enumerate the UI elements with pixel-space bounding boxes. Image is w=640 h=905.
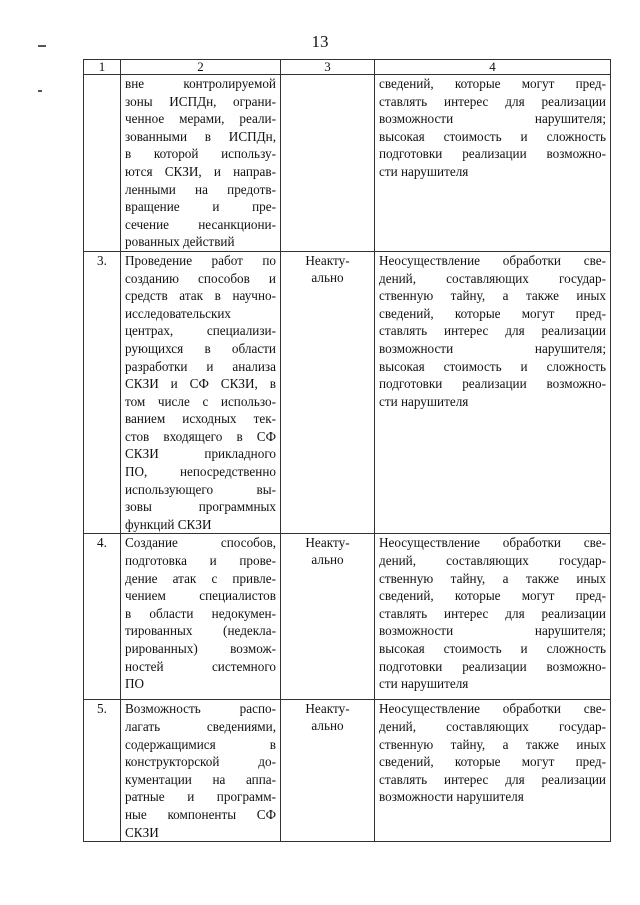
threat-description-line: ванием исходных тек- (125, 411, 276, 427)
justification-line: ственную тайну, а также иных (379, 288, 606, 304)
threat-description-line: зоны ИСПДн, ограни- (125, 93, 276, 109)
relevance-status-line: ально (311, 269, 344, 285)
justification-line: высокая стоимость и сложность (379, 128, 606, 144)
justification (375, 75, 611, 252)
threat-description-line: вне контролируемой (125, 76, 276, 91)
threat-description-line: дение атак с привле- (125, 570, 276, 586)
table-row (84, 700, 611, 842)
threat-description-line: Возможность распо- (125, 701, 276, 717)
justification-line: возможности нарушителя; (379, 111, 606, 127)
threat-description-line: зовы программных (125, 499, 276, 515)
threat-description-line: зованными в ИСПДн, (125, 128, 276, 144)
threat-description-line: тированных (недекла- (125, 623, 276, 639)
table-row (84, 534, 611, 700)
relevance-status-line: Неакту- (305, 535, 350, 551)
header-cell: 1 (84, 60, 121, 75)
justification-line: Неосуществление обработки све- (379, 252, 606, 268)
justification-line: ставлять интерес для реализации (379, 605, 606, 621)
threat-description-line: кументации на аппа- (125, 771, 276, 787)
threat-description-line: СКЗИ и СФ СКЗИ, в (125, 376, 276, 392)
threat-description-line: средств атак в научно- (125, 288, 276, 304)
relevance-status-line: ально (311, 552, 344, 568)
justification-line: Неосуществление обработки све- (379, 701, 606, 717)
justification-line: возможности нарушителя; (379, 623, 606, 639)
justification-line: дений, составляющих государ- (379, 270, 606, 286)
threat-description-line: использующего вы- (125, 481, 276, 497)
threat-description (121, 251, 281, 534)
threat-description-line: в области недокумен- (125, 605, 276, 621)
threat-description (121, 700, 281, 842)
justification-line: подготовки реализации возможно- (379, 376, 606, 392)
table-row (84, 75, 611, 252)
header-cell: 2 (121, 60, 281, 75)
threat-description-line: ленными на предотв- (125, 181, 276, 197)
justification-line: высокая стоимость и сложность (379, 358, 606, 374)
justification (375, 251, 611, 534)
page-number: 13 (311, 32, 329, 51)
justification-line: ственную тайну, а также иных (379, 570, 606, 586)
table-header-row (84, 60, 611, 75)
threat-description-line: стов входящего в СФ (125, 428, 276, 444)
justification-line: сти нарушителя (379, 163, 469, 179)
threat-description-line: рованных действий (125, 234, 235, 250)
threat-description-line: сечение несанкциони- (125, 216, 276, 232)
justification-line: возможности нарушителя; (379, 340, 606, 356)
justification-line: сведений, которые могут пред- (379, 305, 606, 321)
threat-description-line: Проведение работ по (125, 252, 276, 268)
threat-description-line: содержащимися в (125, 736, 276, 752)
justification-line: сти нарушителя (379, 676, 469, 692)
threat-description-line: центрах, специализи- (125, 323, 276, 339)
threat-description-line: ностей системного (125, 658, 276, 674)
threat-description-line: вращение и пре- (125, 199, 276, 215)
justification-line: ставлять интерес для реализации (379, 323, 606, 339)
threat-description-line: разработки и анализа (125, 358, 276, 374)
justification-line: подготовки реализации возможно- (379, 146, 606, 162)
margin-mark (38, 45, 46, 47)
justification-line: возможности нарушителя (379, 789, 524, 805)
threat-description-line: том числе с использо- (125, 393, 276, 409)
relevance-status (281, 700, 375, 842)
threat-description-line: конструкторской до- (125, 754, 276, 770)
threat-description-line: исследовательских (125, 305, 232, 321)
threat-description-line: ПО, непосредственно (125, 464, 276, 480)
threat-table (83, 59, 611, 842)
row-number (84, 75, 121, 252)
threat-description-line: ные компоненты СФ (125, 807, 276, 822)
table-row (84, 251, 611, 534)
justification (375, 534, 611, 700)
threat-description-line: рующихся в области (125, 340, 276, 356)
row-number: 4. (84, 534, 121, 700)
threat-description-line: подготовка и прове- (125, 553, 276, 569)
threat-description-line: лагать сведениями, (125, 719, 276, 735)
threat-description (121, 75, 281, 252)
justification-line: сти нарушителя (379, 393, 469, 409)
threat-description-line: СКЗИ (125, 824, 159, 840)
justification-line: Неосуществление обработки све- (379, 535, 606, 551)
justification-line: сведений, которые могут пред- (379, 588, 606, 604)
threat-description-line: чением специалистов (125, 588, 276, 604)
row-number: 5. (84, 700, 121, 842)
header-cell: 4 (375, 60, 611, 75)
justification (375, 700, 611, 842)
relevance-status-line: ально (311, 718, 344, 734)
threat-description-line: ПО (125, 676, 145, 692)
header-cell: 3 (281, 60, 375, 75)
threat-description-line: ратные и программ- (125, 789, 276, 805)
relevance-status (281, 75, 375, 252)
relevance-status-line: Неакту- (305, 252, 350, 268)
threat-description-line: созданию способов и (125, 270, 276, 286)
threat-description-line: функций СКЗИ (125, 516, 212, 532)
justification-line: ственную тайну, а также иных (379, 736, 606, 752)
relevance-status-line: Неакту- (305, 701, 350, 717)
relevance-status (281, 534, 375, 700)
justification-line: ставлять интерес для реализации (379, 93, 606, 109)
justification-line: высокая стоимость и сложность (379, 641, 606, 656)
justification-line: подготовки реализации возможно- (379, 658, 606, 674)
threat-description-line: ченное мерами, реали- (125, 111, 276, 127)
threat-description-line: рированных) возмож- (125, 641, 276, 656)
justification-line: дений, составляющих государ- (379, 553, 606, 569)
threat-description-line: Создание способов, (125, 535, 276, 551)
justification-line: сведений, которые могут пред- (379, 754, 606, 770)
threat-description-line: СКЗИ прикладного (125, 446, 276, 462)
relevance-status (281, 251, 375, 534)
threat-description-line: в которой использу- (125, 146, 276, 162)
justification-line: дений, составляющих государ- (379, 719, 606, 735)
threat-description (121, 534, 281, 700)
row-number: 3. (84, 251, 121, 534)
margin-mark (38, 90, 42, 92)
justification-line: ставлять интерес для реализации (379, 771, 606, 787)
justification-line: сведений, которые могут пред- (379, 76, 606, 91)
threat-description-line: ются СКЗИ, и направ- (125, 163, 276, 179)
